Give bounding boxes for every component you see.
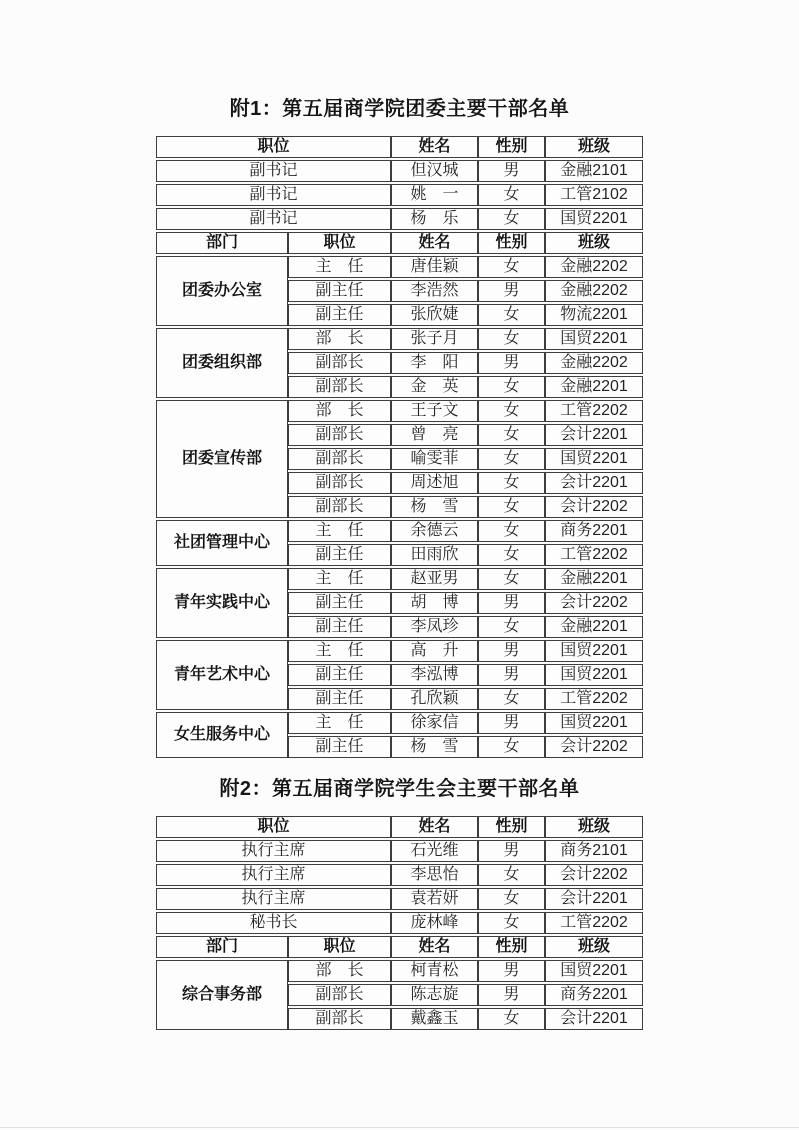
gender-cell: 男 <box>478 664 545 686</box>
position-cell: 副书记 <box>156 160 391 182</box>
gender-cell: 男 <box>478 352 545 374</box>
gender-cell: 女 <box>478 568 545 590</box>
table-row <box>156 160 643 182</box>
name-cell: 姚 一 <box>391 184 478 206</box>
name-cell: 曾 亮 <box>391 424 478 446</box>
department-cell: 团委办公室 <box>156 256 288 326</box>
department-cell: 团委宣传部 <box>156 400 288 518</box>
department-cell: 综合事务部 <box>156 960 288 1030</box>
class-cell: 国贸2201 <box>545 208 643 230</box>
gender-cell: 男 <box>478 592 545 614</box>
gender-cell: 女 <box>478 472 545 494</box>
position-cell: 副主任 <box>288 304 391 326</box>
name-cell: 高 升 <box>391 640 478 662</box>
class-cell: 工管2102 <box>545 184 643 206</box>
class-cell: 会计2202 <box>545 736 643 758</box>
class-cell: 金融2101 <box>545 160 643 182</box>
name-cell: 张子月 <box>391 328 478 350</box>
name-cell: 李凤珍 <box>391 616 478 638</box>
header-row <box>156 816 643 838</box>
table-row <box>156 184 643 206</box>
header-row <box>156 232 643 254</box>
position-cell: 主 任 <box>288 712 391 734</box>
gender-cell: 女 <box>478 184 545 206</box>
gender-cell: 男 <box>478 160 545 182</box>
gender-cell: 女 <box>478 400 545 422</box>
name-cell: 杨 雪 <box>391 736 478 758</box>
class-cell: 会计2201 <box>545 1008 643 1030</box>
position-cell: 副部长 <box>288 496 391 518</box>
gender-cell: 女 <box>478 736 545 758</box>
department-cell: 团委组织部 <box>156 328 288 398</box>
position-cell: 副部长 <box>288 1008 391 1030</box>
class-cell: 国贸2201 <box>545 328 643 350</box>
class-cell: 国贸2201 <box>545 664 643 686</box>
name-cell: 喻雯菲 <box>391 448 478 470</box>
attachment2-table <box>156 814 643 1032</box>
table-row <box>156 840 643 862</box>
table-row <box>156 960 643 982</box>
position-cell: 副部长 <box>288 424 391 446</box>
class-cell: 金融2201 <box>545 376 643 398</box>
class-cell: 工管2202 <box>545 688 643 710</box>
column-header: 性别 <box>478 232 545 254</box>
class-cell: 金融2201 <box>545 616 643 638</box>
class-cell: 工管2202 <box>545 544 643 566</box>
name-cell: 杨 乐 <box>391 208 478 230</box>
name-cell: 柯青松 <box>391 960 478 982</box>
name-cell: 李思怡 <box>391 864 478 886</box>
position-cell: 副主任 <box>288 280 391 302</box>
gender-cell: 男 <box>478 960 545 982</box>
name-cell: 金 英 <box>391 376 478 398</box>
gender-cell: 女 <box>478 376 545 398</box>
gender-cell: 男 <box>478 984 545 1006</box>
table-row <box>156 568 643 590</box>
column-header: 姓名 <box>391 816 478 838</box>
gender-cell: 女 <box>478 256 545 278</box>
class-cell: 金融2201 <box>545 568 643 590</box>
name-cell: 陈志旋 <box>391 984 478 1006</box>
position-cell: 副主任 <box>288 544 391 566</box>
department-cell: 青年实践中心 <box>156 568 288 638</box>
table-row <box>156 864 643 886</box>
position-cell: 主 任 <box>288 256 391 278</box>
class-cell: 金融2202 <box>545 352 643 374</box>
gender-cell: 女 <box>478 544 545 566</box>
name-cell: 戴鑫玉 <box>391 1008 478 1030</box>
class-cell: 会计2201 <box>545 424 643 446</box>
position-cell: 执行主席 <box>156 888 391 910</box>
gender-cell: 女 <box>478 688 545 710</box>
name-cell: 张欣婕 <box>391 304 478 326</box>
column-header: 班级 <box>545 232 643 254</box>
name-cell: 周述旭 <box>391 472 478 494</box>
position-cell: 副书记 <box>156 184 391 206</box>
position-cell: 秘书长 <box>156 912 391 934</box>
name-cell: 庞林峰 <box>391 912 478 934</box>
gender-cell: 男 <box>478 640 545 662</box>
gender-cell: 女 <box>478 520 545 542</box>
class-cell: 会计2202 <box>545 592 643 614</box>
name-cell: 唐佳颖 <box>391 256 478 278</box>
position-cell: 副部长 <box>288 984 391 1006</box>
table-row <box>156 208 643 230</box>
table-row <box>156 712 643 734</box>
column-header: 部门 <box>156 232 288 254</box>
name-cell: 王子文 <box>391 400 478 422</box>
position-cell: 执行主席 <box>156 840 391 862</box>
class-cell: 国贸2201 <box>545 712 643 734</box>
page-bottom-edge <box>0 1127 799 1128</box>
name-cell: 田雨欣 <box>391 544 478 566</box>
position-cell: 副部长 <box>288 472 391 494</box>
table-row <box>156 888 643 910</box>
gender-cell: 女 <box>478 304 545 326</box>
gender-cell: 女 <box>478 496 545 518</box>
name-cell: 石光维 <box>391 840 478 862</box>
class-cell: 物流2201 <box>545 304 643 326</box>
position-cell: 副书记 <box>156 208 391 230</box>
column-header: 姓名 <box>391 936 478 958</box>
gender-cell: 女 <box>478 448 545 470</box>
position-cell: 副部长 <box>288 448 391 470</box>
attachment1-table <box>156 134 643 760</box>
position-cell: 主 任 <box>288 568 391 590</box>
class-cell: 会计2202 <box>545 496 643 518</box>
column-header: 职位 <box>156 816 391 838</box>
position-cell: 主 任 <box>288 520 391 542</box>
column-header: 班级 <box>545 816 643 838</box>
name-cell: 袁若妍 <box>391 888 478 910</box>
name-cell: 李 阳 <box>391 352 478 374</box>
name-cell: 余德云 <box>391 520 478 542</box>
table-row <box>156 520 643 542</box>
class-cell: 国贸2201 <box>545 448 643 470</box>
table-row <box>156 912 643 934</box>
column-header: 职位 <box>288 936 391 958</box>
position-cell: 副主任 <box>288 736 391 758</box>
table-row <box>156 400 643 422</box>
gender-cell: 男 <box>478 712 545 734</box>
header-row <box>156 136 643 158</box>
gender-cell: 男 <box>478 840 545 862</box>
class-cell: 金融2202 <box>545 280 643 302</box>
name-cell: 杨 雪 <box>391 496 478 518</box>
name-cell: 李浩然 <box>391 280 478 302</box>
table-row <box>156 328 643 350</box>
class-cell: 国贸2201 <box>545 960 643 982</box>
gender-cell: 男 <box>478 280 545 302</box>
position-cell: 副主任 <box>288 592 391 614</box>
header-row <box>156 936 643 958</box>
attachment1-title: 附1：第五届商学院团委主要干部名单 <box>229 98 570 120</box>
column-header: 性别 <box>478 136 545 158</box>
position-cell: 副部长 <box>288 352 391 374</box>
class-cell: 会计2201 <box>545 472 643 494</box>
class-cell: 商务2201 <box>545 984 643 1006</box>
gender-cell: 女 <box>478 424 545 446</box>
position-cell: 主 任 <box>288 640 391 662</box>
column-header: 职位 <box>288 232 391 254</box>
position-cell: 部 长 <box>288 400 391 422</box>
class-cell: 工管2202 <box>545 912 643 934</box>
class-cell: 商务2101 <box>545 840 643 862</box>
position-cell: 副主任 <box>288 664 391 686</box>
column-header: 职位 <box>156 136 391 158</box>
position-cell: 副部长 <box>288 376 391 398</box>
gender-cell: 女 <box>478 616 545 638</box>
class-cell: 会计2202 <box>545 864 643 886</box>
name-cell: 徐家信 <box>391 712 478 734</box>
department-cell: 社团管理中心 <box>156 520 288 566</box>
position-cell: 执行主席 <box>156 864 391 886</box>
gender-cell: 女 <box>478 328 545 350</box>
department-cell: 青年艺术中心 <box>156 640 288 710</box>
column-header: 班级 <box>545 936 643 958</box>
class-cell: 商务2201 <box>545 520 643 542</box>
gender-cell: 女 <box>478 912 545 934</box>
position-cell: 副主任 <box>288 616 391 638</box>
column-header: 性别 <box>478 936 545 958</box>
column-header: 班级 <box>545 136 643 158</box>
class-cell: 会计2201 <box>545 888 643 910</box>
column-header: 姓名 <box>391 232 478 254</box>
name-cell: 但汉城 <box>391 160 478 182</box>
class-cell: 国贸2201 <box>545 640 643 662</box>
name-cell: 孔欣颖 <box>391 688 478 710</box>
class-cell: 工管2202 <box>545 400 643 422</box>
name-cell: 赵亚男 <box>391 568 478 590</box>
table-row <box>156 640 643 662</box>
attachment2-title: 附2：第五届商学院学生会主要干部名单 <box>219 778 580 800</box>
position-cell: 部 长 <box>288 960 391 982</box>
gender-cell: 女 <box>478 208 545 230</box>
position-cell: 副主任 <box>288 688 391 710</box>
gender-cell: 女 <box>478 1008 545 1030</box>
column-header: 部门 <box>156 936 288 958</box>
gender-cell: 女 <box>478 888 545 910</box>
department-cell: 女生服务中心 <box>156 712 288 758</box>
class-cell: 金融2202 <box>545 256 643 278</box>
gender-cell: 女 <box>478 864 545 886</box>
name-cell: 胡 博 <box>391 592 478 614</box>
table-row <box>156 256 643 278</box>
column-header: 姓名 <box>391 136 478 158</box>
column-header: 性别 <box>478 816 545 838</box>
name-cell: 李泓博 <box>391 664 478 686</box>
position-cell: 部 长 <box>288 328 391 350</box>
